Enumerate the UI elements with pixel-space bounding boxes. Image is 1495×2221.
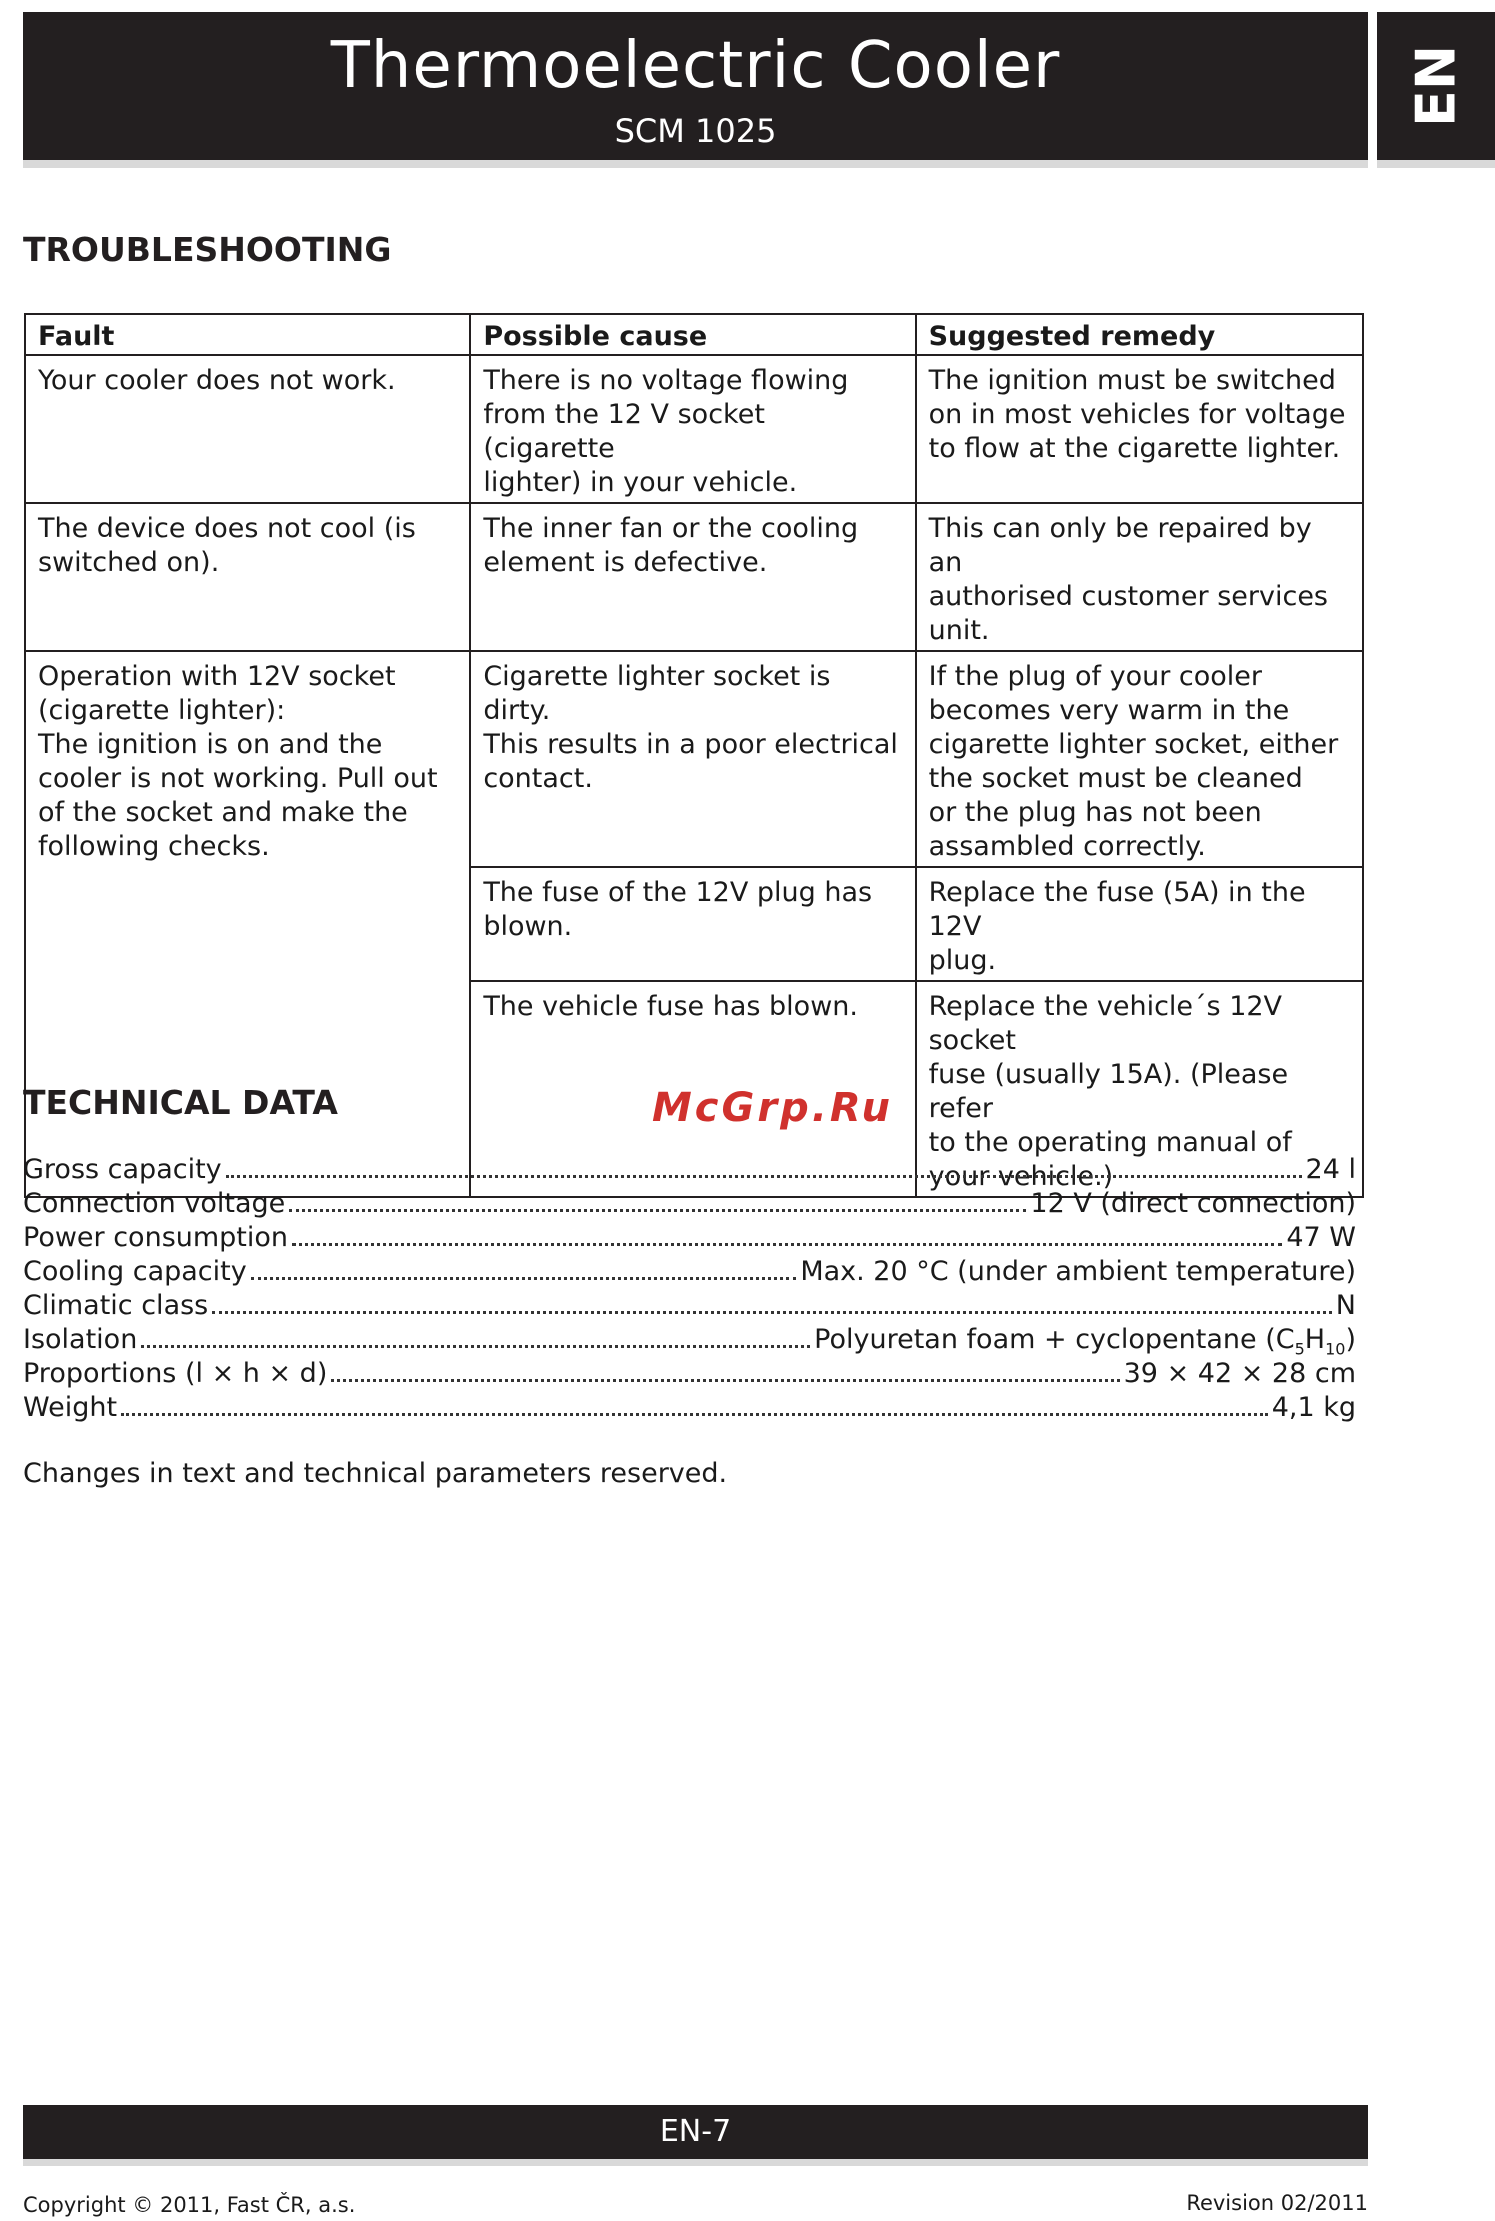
dot-leader [289, 1209, 1026, 1212]
spec-value: 24 l [1305, 1154, 1356, 1185]
spec-value: 12 V (direct connection) [1030, 1188, 1356, 1219]
revision-text: Revision 02/2011 [1186, 2191, 1368, 2215]
spec-value-text: H [1304, 1324, 1326, 1355]
table-row [25, 651, 1363, 867]
spec-row [23, 1290, 1356, 1324]
table-row [25, 503, 1363, 651]
fault-cell: Operation with 12V socket (cigarette lighter): The ignition is on and the cooler is not working. Pull out of the socket and make the following checks. [25, 651, 470, 1197]
spec-label: Climatic class [23, 1290, 209, 1321]
dot-leader [251, 1277, 797, 1280]
document-title: Thermoelectric Cooler [330, 29, 1061, 103]
technical-specs-list [23, 1154, 1356, 1426]
table-row [25, 355, 1363, 503]
cause-cell: The fuse of the 12V plug has blown. [470, 867, 915, 981]
spec-row [23, 1154, 1356, 1188]
reservation-note: Changes in text and technical parameters reserved. [23, 1458, 728, 1489]
dot-leader [331, 1379, 1119, 1382]
dot-leader [141, 1345, 810, 1348]
remedy-cell: If the plug of your cooler becomes very warm in the cigarette lighter socket, either the socket must be cleaned or the plug has not been assambled correctly. [916, 651, 1363, 867]
troubleshooting-heading: TROUBLESHOOTING [23, 230, 392, 269]
dot-leader [292, 1243, 1282, 1246]
language-tab [1377, 12, 1495, 160]
spec-value: N [1335, 1290, 1356, 1321]
fault-cell: The device does not cool (is switched on). [25, 503, 470, 651]
spec-label: Gross capacity [23, 1154, 222, 1185]
spec-label: Cooling capacity [23, 1256, 247, 1287]
remedy-cell: Replace the vehicle´s 12V socket fuse (usually 15A). (Please refer to the operating manual of your vehicle.) [916, 981, 1363, 1197]
technical-data-heading: TECHNICAL DATA [23, 1083, 338, 1122]
language-label: EN [1404, 44, 1468, 128]
spec-label: Connection voltage [23, 1188, 286, 1219]
spec-row [23, 1358, 1356, 1392]
fault-cell: Your cooler does not work. [25, 355, 470, 503]
spec-label: Isolation [23, 1324, 138, 1355]
spec-label: Proportions (l × h × d) [23, 1358, 328, 1389]
spec-label: Weight [23, 1392, 118, 1423]
cause-cell: The vehicle fuse has blown. [470, 981, 915, 1197]
troubleshooting-table [24, 313, 1364, 1198]
spec-value: 39 × 42 × 28 cm [1123, 1358, 1356, 1389]
page-number: EN-7 [659, 2114, 732, 2149]
spec-value: 4,1 kg [1271, 1392, 1356, 1423]
spec-value-text: Polyuretan foam + cyclopentane (C [814, 1324, 1295, 1355]
spec-value-text: ) [1345, 1324, 1356, 1355]
spec-value: 47 W [1286, 1222, 1356, 1253]
spec-row [23, 1222, 1356, 1256]
cause-cell: There is no voltage flowing from the 12 V socket (cigarette lighter) in your vehicle. [470, 355, 915, 503]
table-header-row [25, 314, 1363, 355]
column-header-fault: Fault [25, 314, 470, 355]
spec-value: Max. 20 °C (under ambient temperature) [800, 1256, 1356, 1287]
page-number-bar [23, 2105, 1368, 2159]
spec-value [814, 1324, 1356, 1358]
cause-cell: The inner fan or the cooling element is defective. [470, 503, 915, 651]
spec-row [23, 1392, 1356, 1426]
subscript: 10 [1325, 1339, 1346, 1359]
remedy-cell: Replace the fuse (5A) in the 12V plug. [916, 867, 1363, 981]
watermark: McGrp.Ru [652, 1085, 893, 1131]
page-header [23, 12, 1368, 160]
remedy-cell: This can only be repaired by an authorised customer services unit. [916, 503, 1363, 651]
column-header-remedy: Suggested remedy [916, 314, 1363, 355]
cause-cell: Cigarette lighter socket is dirty. This results in a poor electrical contact. [470, 651, 915, 867]
spec-label: Power consumption [23, 1222, 289, 1253]
dot-leader [212, 1311, 1332, 1314]
dot-leader [226, 1175, 1302, 1178]
model-number: SCM 1025 [614, 112, 777, 150]
copyright-text: Copyright © 2011, Fast ČR, a.s. [23, 2193, 356, 2217]
spec-row [23, 1256, 1356, 1290]
subscript: 5 [1294, 1339, 1305, 1359]
column-header-cause: Possible cause [470, 314, 915, 355]
remedy-cell: The ignition must be switched on in most vehicles for voltage to flow at the cigarette lighter. [916, 355, 1363, 503]
spec-row [23, 1324, 1356, 1358]
spec-row [23, 1188, 1356, 1222]
dot-leader [121, 1413, 1268, 1416]
